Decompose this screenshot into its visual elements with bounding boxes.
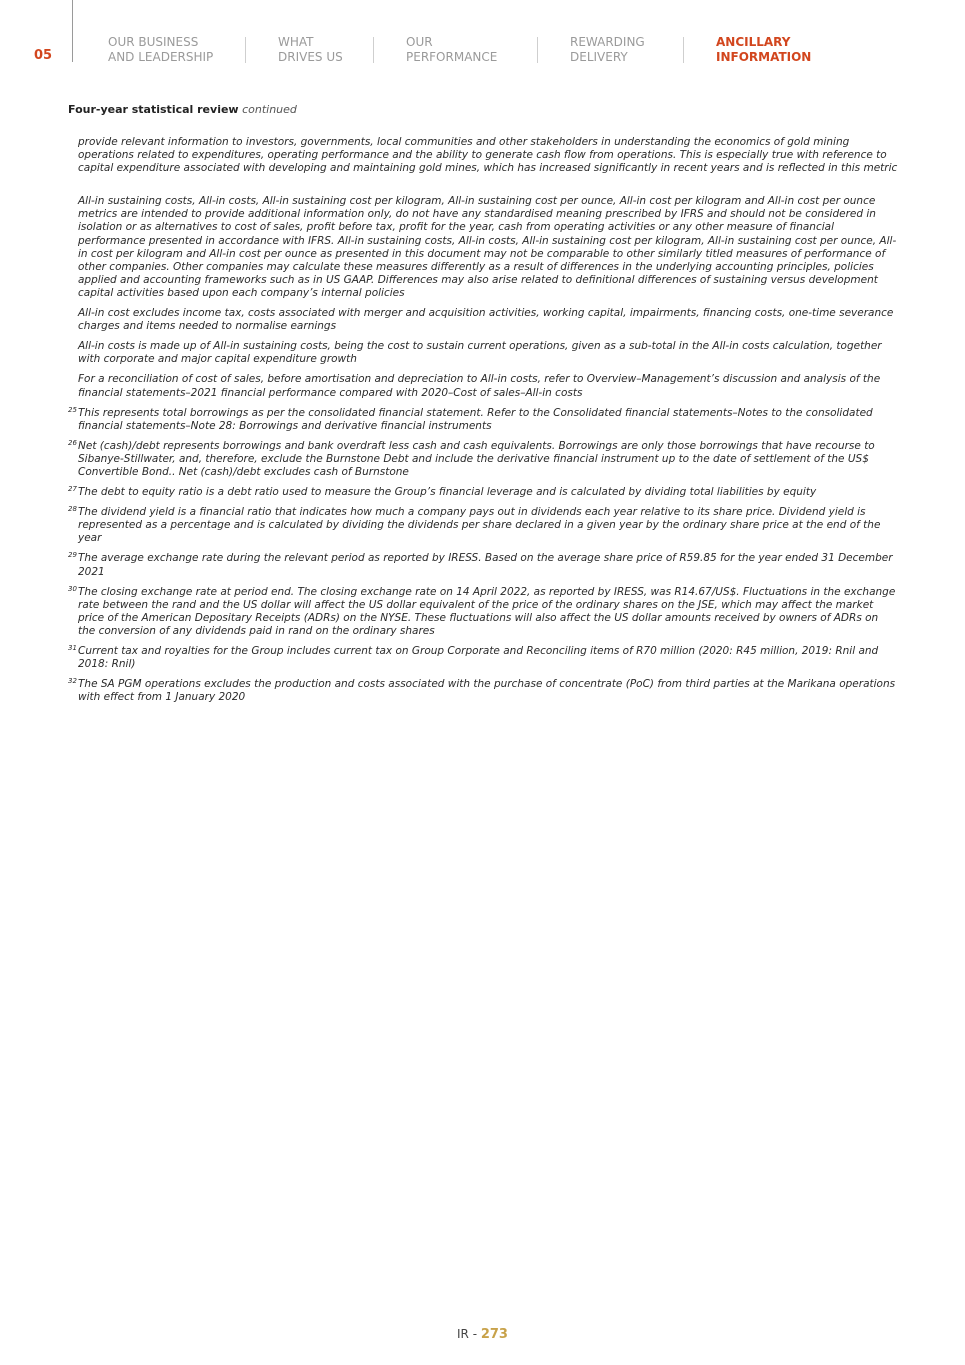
footnote-text: The average exchange rate during the relevant period as reported by IRESS. Based on the average share price of R59.85 for the year ended 31 December 2021 bbox=[78, 552, 893, 578]
nav-our-performance[interactable] bbox=[406, 35, 497, 65]
footnote-text: This represents total borrowings as per the consolidated financial statement. Refer to the Consolidated financial statements–Notes to the consolidated financial statements–Note 28: Borrowings and derivative financial instruments bbox=[78, 406, 873, 432]
footnote-text: Current tax and royalties for the Group includes current tax on Group Corporate and Reconciling items of R70 million (2020: R45 million, 2019: Rnil and 2018: Rnil) bbox=[78, 645, 879, 671]
body-paragraph: provide relevant information to investors, governments, local communities and other stakeholders in understanding the economics of gold mining operations related to expenditures, operating performance and the ability to generate cash flow from operations. This is especially true with reference to capital expenditure associated with developing and maintaining gold mines, which has increased significantly in recent years and is reflected in this metric bbox=[78, 136, 898, 175]
nav-label-line2: INFORMATION bbox=[716, 50, 812, 64]
footer-prefix: IR - bbox=[457, 1327, 481, 1341]
footnote bbox=[68, 551, 898, 578]
footnote-number: 28 bbox=[68, 505, 77, 514]
footnote bbox=[68, 505, 898, 545]
nav-separator bbox=[245, 37, 246, 63]
footnote bbox=[68, 644, 898, 671]
nav-our-business[interactable] bbox=[108, 35, 213, 65]
nav-label-line1: REWARDING bbox=[570, 35, 645, 49]
body-paragraph: For a reconciliation of cost of sales, before amortisation and depreciation to All-in costs, refer to Overview–Management’s discussion and analysis of the financial statements–2021 financial performance compared with 2020–Cost of sales–All-in costs bbox=[78, 373, 881, 399]
footnote-number: 31 bbox=[68, 644, 77, 652]
footnote-text: The dividend yield is a financial ratio that indicates how much a company pays out in dividends each year relative to its share price. Dividend yield is represented as a percentage and is calculated by dividing the dividends per share declared in a given year by the ordinary share price at the end of the year bbox=[78, 506, 881, 545]
body-paragraph: All-in sustaining costs, All-in costs, All-in sustaining cost per kilogram, All-in sustaining cost per ounce, All-in cost per kilogram and All-in cost per ounce metrics are intended to provide additional information only, do not have any standardised meaning prescribed by IFRS and should not be considered in isolation or as alternatives to cost of sales, profit before tax, profit for the year, cash from operating activities or any other measure of financial performance presented in accordance with IFRS. All-in sustaining costs, All-in costs, All-in sustaining cost per kilogram, All-in sustaining cost per ounce, All-in cost per kilogram and All-in cost per ounce as presented in this document may not be comparable to other similarly titled measures of performance of other companies. Other companies may calculate these measures differently as a result of differences in the underlying accounting principles, policies applied and accounting frameworks such as in US GAAP. Differences may also arise related to definitional differences of sustaining versus development capital activities based upon each company’s internal policies bbox=[78, 195, 897, 299]
header-divider-line bbox=[72, 0, 73, 62]
nav-label-line1: ANCILLARY bbox=[716, 35, 791, 49]
nav-label-line1: OUR bbox=[406, 35, 433, 49]
page-heading bbox=[68, 103, 297, 116]
nav-what-drives-us[interactable] bbox=[278, 35, 343, 65]
nav-separator bbox=[537, 37, 538, 63]
body-paragraph: All-in costs is made up of All-in sustaining costs, being the cost to sustain current operations, given as a sub-total in the All-in costs calculation, together with corporate and major capital expenditure growth bbox=[78, 340, 882, 366]
footnote-number: 26 bbox=[68, 438, 77, 447]
footnote-number: 32 bbox=[68, 677, 77, 686]
section-number: 05 bbox=[34, 48, 53, 63]
footnote bbox=[68, 485, 898, 499]
nav-separator bbox=[373, 37, 374, 63]
footnote-number: 29 bbox=[68, 551, 77, 560]
nav-separator bbox=[683, 37, 684, 63]
heading-suffix: continued bbox=[242, 103, 297, 116]
nav-label-line1: OUR BUSINESS bbox=[108, 35, 199, 49]
nav-label-line2: DELIVERY bbox=[570, 50, 628, 64]
nav-label-line1: WHAT bbox=[278, 35, 314, 49]
footnote-text: The debt to equity ratio is a debt ratio used to measure the Group’s financial leverage and is calculated by dividing total liabilities by equity bbox=[78, 486, 817, 499]
nav-ancillary-information[interactable] bbox=[716, 35, 811, 65]
page-footer bbox=[0, 1327, 965, 1342]
footnote-number: 30 bbox=[68, 584, 77, 593]
heading-title: Four-year statistical review bbox=[68, 103, 239, 116]
nav-label-line2: PERFORMANCE bbox=[406, 50, 498, 64]
notes-body bbox=[68, 136, 898, 711]
body-paragraph: All-in cost excludes income tax, costs associated with merger and acquisition activities, working capital, impairments, financing costs, one-time severance charges and items needed to normalise earnings bbox=[78, 307, 894, 333]
footnote bbox=[68, 584, 898, 638]
footnote-text: The SA PGM operations excludes the production and costs associated with the purchase of concentrate (PoC) from third parties at the Marikana operations with effect from 1 January 2020 bbox=[78, 678, 896, 704]
footnote-text: The closing exchange rate at period end. The closing exchange rate on 14 April 2022, as reported by IRESS, was R14.67/US$. Fluctuations in the exchange rate between the rand and the US dollar will affect the US dollar equivalent of the price of the ordinary shares on the JSE, which may affect the market price of the American Depositary Receipts (ADRs) on the NYSE. These fluctuations will also affect the US dollar amounts received by owners of ADRs on the conversion of any dividends paid in rand on the ordinary shares bbox=[78, 585, 896, 637]
footnote-number: 27 bbox=[68, 485, 77, 494]
footnote bbox=[68, 438, 898, 479]
page-number: 273 bbox=[480, 1327, 508, 1342]
nav-label-line2: DRIVES US bbox=[278, 50, 343, 64]
footnote bbox=[68, 405, 898, 433]
footnote-number: 25 bbox=[68, 405, 77, 414]
nav-rewarding-delivery[interactable] bbox=[570, 35, 645, 65]
footnote-text: Net (cash)/debt represents borrowings and bank overdraft less cash and cash equivalents. Borrowings are only those borrowings that have recourse to Sibanye-Stillwater, and, therefore, exclude the Burnstone Debt and include the derivative financial instrument up to the date of settlement of the US$ Convertible Bond.. Net (cash)/debt excludes cash of Burnstone bbox=[78, 439, 875, 478]
nav-label-line2: AND LEADERSHIP bbox=[108, 50, 214, 64]
footnote bbox=[68, 677, 898, 704]
